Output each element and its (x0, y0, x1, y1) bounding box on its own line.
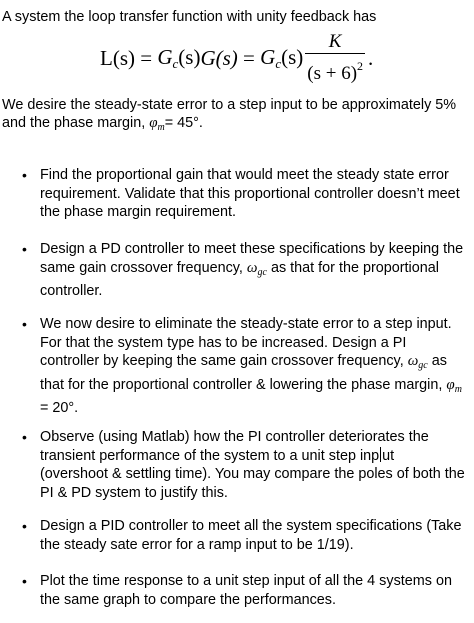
bullet-icon: • (22, 241, 27, 257)
bullet-icon: • (22, 573, 27, 589)
crossover-frequency-symbol: $\omega_{gc}$ (246, 259, 267, 278)
task-pi-controller: We now desire to eliminate the steady-state error to a step input. For that the system type has to be increased. Design a PI controller by keeping the same gain crossover frequency, $\omega_{gc}$ as that for the proportional controller & lowering the phase margin, $\varphi_m = 20^\circ$. (40, 316, 462, 416)
equation-fraction (305, 31, 365, 86)
transfer-function-equation (100, 30, 374, 84)
task-pi-transient: Observe (using Matlab) how the PI controller deteriorates the transient performance of the system to a unit step inp ut (overshoot & settling time). You may compare the poles of both the PI & PD system to justify this. (40, 429, 465, 501)
equation-g: G(s) (200, 45, 238, 70)
bullet-icon: • (22, 316, 27, 332)
list-item (22, 572, 466, 609)
bullet-icon: • (22, 429, 27, 445)
phase-margin-symbol: $\varphi_m$ (149, 115, 165, 133)
bullet-icon: • (22, 518, 27, 534)
task-pid-controller: Design a PID controller to meet all the system specifications (Take the steady sate error for a ramp input to be 1/19). (40, 518, 462, 553)
list-item (22, 428, 466, 502)
list-item (22, 240, 466, 301)
equation-equals-2: = (243, 45, 255, 70)
equation-gc-2: $G_c(s)$ (260, 44, 304, 71)
list-item (22, 315, 466, 418)
intro-text: A system the loop transfer function with unity feedback has (2, 9, 377, 25)
equation-lhs: L(s) (100, 45, 135, 70)
bullet-icon: • (22, 167, 27, 183)
task-plot-response: Plot the time response to a unit step input of all the 4 systems on the same graph to compare the performances. (40, 573, 452, 608)
equation-numerator: K (328, 30, 342, 52)
requirements-text: We desire the steady-state error to a step input to be approximately 5% and the phase margin, $\varphi_m= 45^\circ$. (2, 97, 457, 133)
phase-margin-symbol: $\varphi_m$ (446, 376, 462, 395)
equation-denominator: $(s + 6)^2$ (307, 58, 364, 84)
list-item (22, 166, 466, 222)
task-proportional-gain: Find the proportional gain that would meet the steady state error requirement. Validate that this proportional controller doesn’t meet the phase margin requirement. (40, 167, 460, 220)
equation-period: . (368, 45, 374, 70)
task-pd-controller: Design a PD controller to meet these specifications by keeping the same gain crossover frequency, $\omega_{gc}$ as that for the proportional controller. (40, 241, 464, 299)
equation-gc: $G_c(s)$ (157, 44, 201, 71)
crossover-frequency-symbol: $\omega_{gc}$ (407, 353, 428, 371)
list-item (22, 517, 466, 554)
equation-equals-1: = (140, 45, 153, 70)
